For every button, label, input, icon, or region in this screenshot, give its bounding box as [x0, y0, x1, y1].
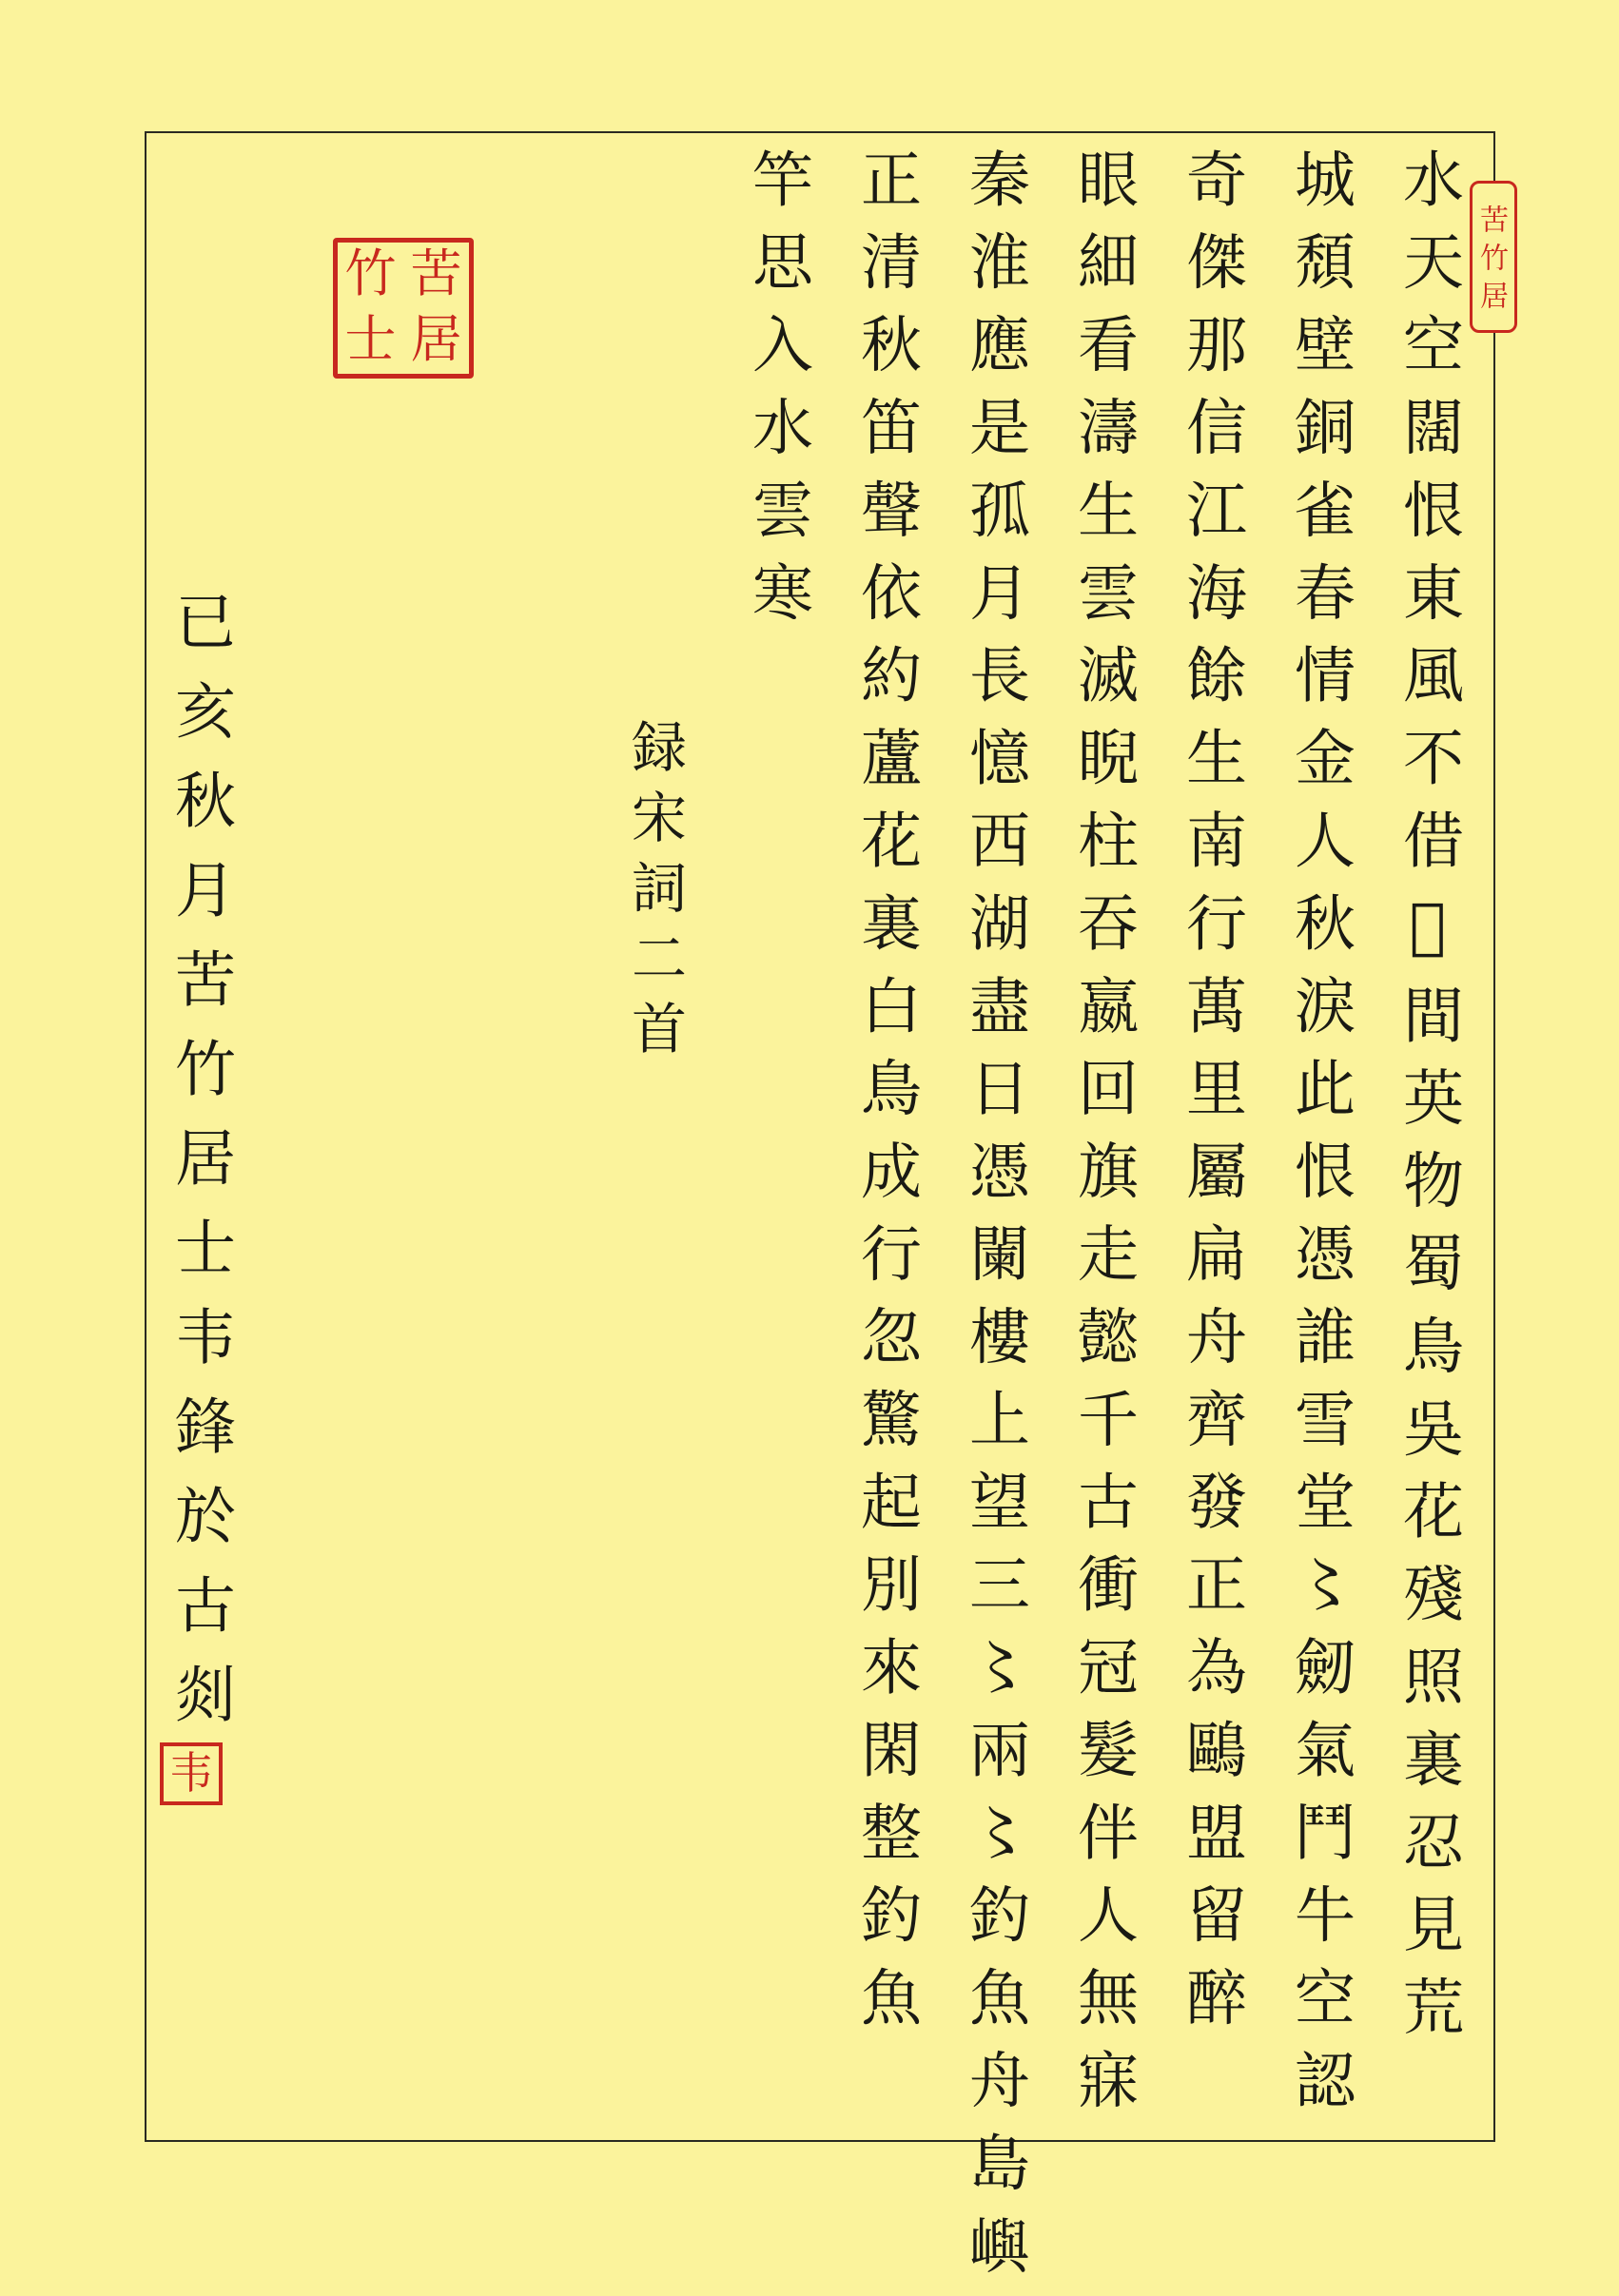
poem-column-1: 水天空闊恨東風不借𫝀間英物蜀鳥吳花殘照裏忍見荒: [1393, 147, 1463, 2058]
attribution: 録宋詞二首: [622, 718, 687, 1070]
poem-column-7: 竿思入水雲寒: [742, 147, 812, 644]
poem-column-6: 正清秋笛聲依約蘆花裏白鳥成行忽驚起別來閑整釣魚: [850, 147, 921, 2049]
leading-seal: 苦竹居: [1470, 181, 1517, 333]
square-seal-char-2: 竹: [344, 243, 397, 303]
square-seal-char-3: 居: [410, 309, 462, 369]
square-seal-char-1: 苦: [410, 243, 462, 303]
name-seal: 韦: [160, 1742, 223, 1805]
colophon-signature: 已亥秋月苦竹居士韦鋒於古剡: [165, 590, 235, 1752]
poem-column-2: 城頹壁銅雀春情金人秋淚此恨憑誰雪堂〻劒氣鬥牛空認: [1284, 147, 1355, 2131]
square-seal-char-4: 士: [344, 309, 397, 369]
poem-column-5: 秦淮應是孤月長憶西湖盡日憑闌樓上望三〻兩〻釣魚舟島嶼: [959, 147, 1029, 2296]
poem-body: [614, 147, 1482, 2296]
square-seal: [333, 238, 474, 379]
poem-column-4: 眼細看濤生雲滅睨柱吞嬴回旗走懿千古衝冠髮伴人無寐: [1067, 147, 1138, 2131]
poem-column-3: 奇傑那信江海餘生南行萬里屬扁舟齊發正為鷗盟留醉: [1176, 147, 1246, 2049]
